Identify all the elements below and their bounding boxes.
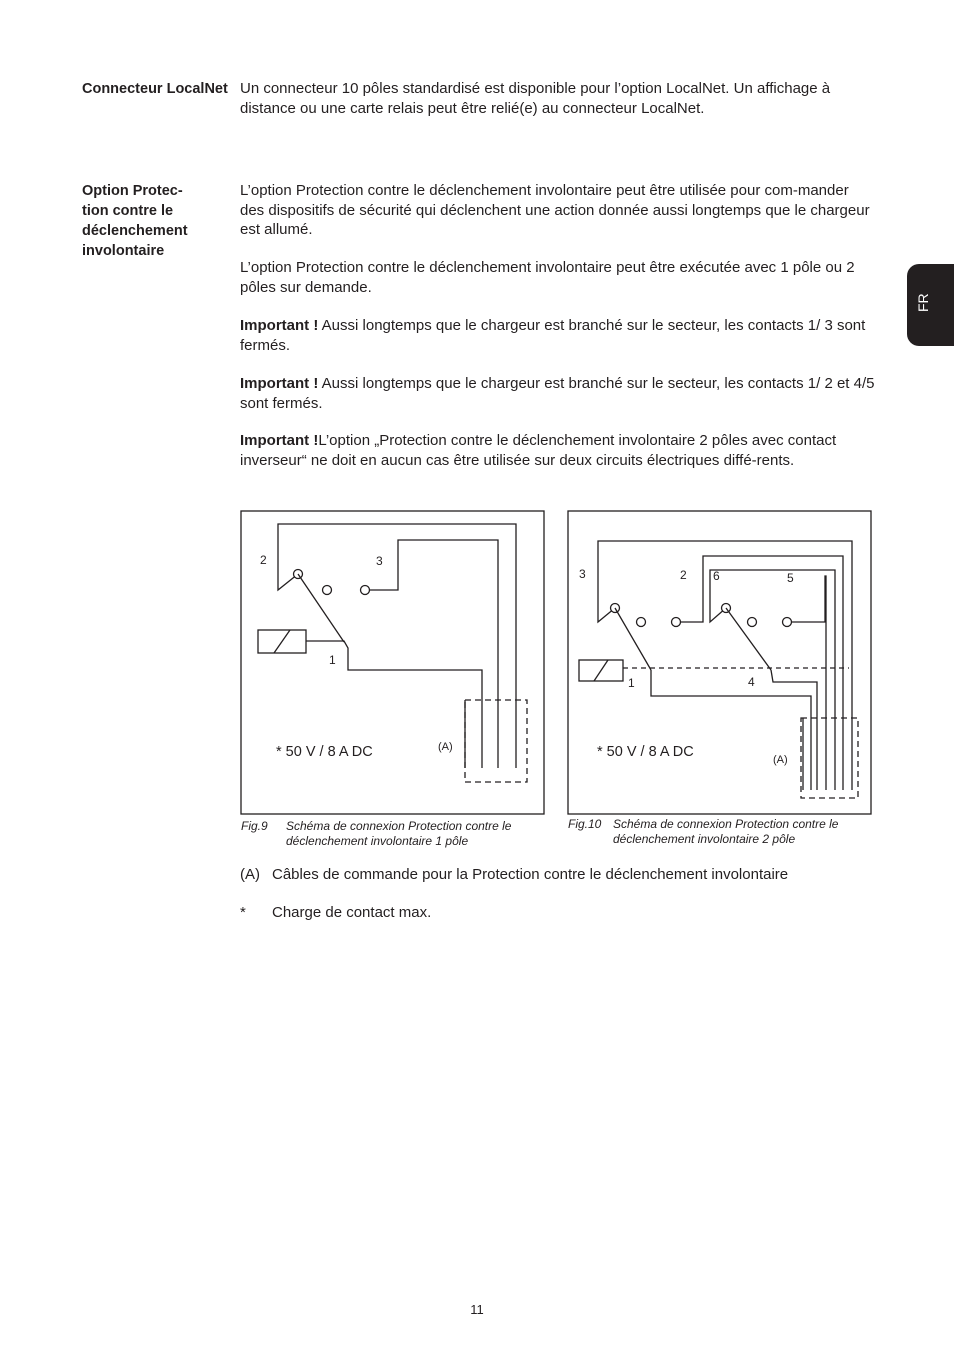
wire-pin5	[787, 576, 826, 790]
contact-pin3	[361, 586, 370, 595]
note-text: Câbles de commande pour la Protection contre le déclenchement involontaire	[272, 866, 789, 883]
figure-9-diagram	[240, 510, 546, 816]
pin-label-3: 3	[579, 567, 586, 581]
contact-pin1	[637, 618, 646, 627]
important-note-1	[240, 316, 876, 355]
figure-10-caption: Schéma de connexion Protection contre le déclenchement involontaire 2 pôle	[613, 817, 839, 846]
figure-10-number: Fig.10	[568, 817, 602, 831]
relay-coil-slash	[594, 660, 608, 681]
note-a	[240, 865, 788, 884]
important-text: Aussi longtemps que le chargeur est branché sur le secteur, les contacts 1/ 3 sont fermés.	[240, 317, 866, 354]
switch-arm-2	[726, 608, 771, 670]
paragraph-protection-1: L’option Protection contre le déclenchement involontaire peut être utilisée pour com-mander des dispositifs de sécurité qui déclenchent une action donnée aussi longtemps que le chargeur est allumé.	[240, 182, 870, 238]
wire-pin3	[365, 540, 498, 768]
pin-label-3: 3	[376, 554, 383, 568]
switch-arm-1	[615, 608, 651, 670]
language-tab	[907, 264, 954, 346]
important-text: L’option „Protection contre le déclenchement involontaire 2 pôles avec contact inverseur“ ne doit en aucun cas être utilisée sur deux circuits électriques diffé-rents.	[240, 432, 837, 469]
cable-label: (A)	[438, 741, 453, 753]
note-star	[240, 903, 431, 922]
pin-label-5: 5	[787, 571, 794, 585]
contact-pin2	[672, 618, 681, 627]
pin-label-2: 2	[260, 553, 267, 567]
pin-label-6: 6	[713, 569, 720, 583]
note-key: (A)	[240, 866, 260, 883]
pin-label-1: 1	[628, 676, 635, 690]
pin-label-2: 2	[680, 568, 687, 582]
important-label: Important !	[240, 375, 319, 392]
heading-localnet: Connecteur LocalNet	[82, 81, 228, 97]
pin-label-4: 4	[748, 675, 755, 689]
contact-pin1	[323, 586, 332, 595]
cable-box-a	[465, 700, 527, 782]
note-key: *	[240, 904, 246, 921]
rating-label: * 50 V / 8 A DC	[597, 744, 694, 760]
figure-10-diagram	[567, 510, 873, 816]
important-text: Aussi longtemps que le chargeur est branché sur le secteur, les contacts 1/ 2 et 4/5 sont fermés.	[240, 375, 875, 412]
wire-pin4	[771, 670, 817, 790]
important-note-2	[240, 374, 876, 413]
contact-pin2	[294, 570, 303, 579]
important-label: Important !	[240, 317, 319, 334]
note-text: Charge de contact max.	[272, 904, 432, 921]
page-number: 11	[470, 1302, 484, 1317]
relay-coil-slash	[274, 630, 290, 653]
cable-label: (A)	[773, 754, 788, 766]
language-tab-label: FR	[915, 293, 931, 312]
figure-9-caption: Schéma de connexion Protection contre le déclenchement involontaire 1 pôle	[286, 819, 512, 848]
rating-label: * 50 V / 8 A DC	[276, 744, 373, 760]
wire-pin2	[278, 524, 516, 768]
contact-pin4	[748, 618, 757, 627]
contact-pin5	[783, 618, 792, 627]
wire-pin1	[651, 670, 811, 790]
switch-arm	[298, 574, 344, 642]
cable-box-a	[801, 718, 858, 798]
paragraph-localnet: Un connecteur 10 pôles standardisé est disponible pour l’option LocalNet. Un affichage à distance ou une carte relais peut être relié(e) au connecteur LocalNet.	[240, 80, 831, 117]
important-label: Important !	[240, 432, 319, 449]
important-note-3	[240, 431, 876, 470]
heading-protection: Option Protec-tion contre le déclenchement involontaire	[82, 183, 188, 259]
pin-label-1: 1	[329, 653, 336, 667]
paragraph-protection-2: L’option Protection contre le déclenchement involontaire peut être exécutée avec 1 pôle ou 2 pôles sur demande.	[240, 259, 855, 296]
wire-pin2	[676, 556, 843, 790]
figure-9-number: Fig.9	[241, 819, 268, 833]
